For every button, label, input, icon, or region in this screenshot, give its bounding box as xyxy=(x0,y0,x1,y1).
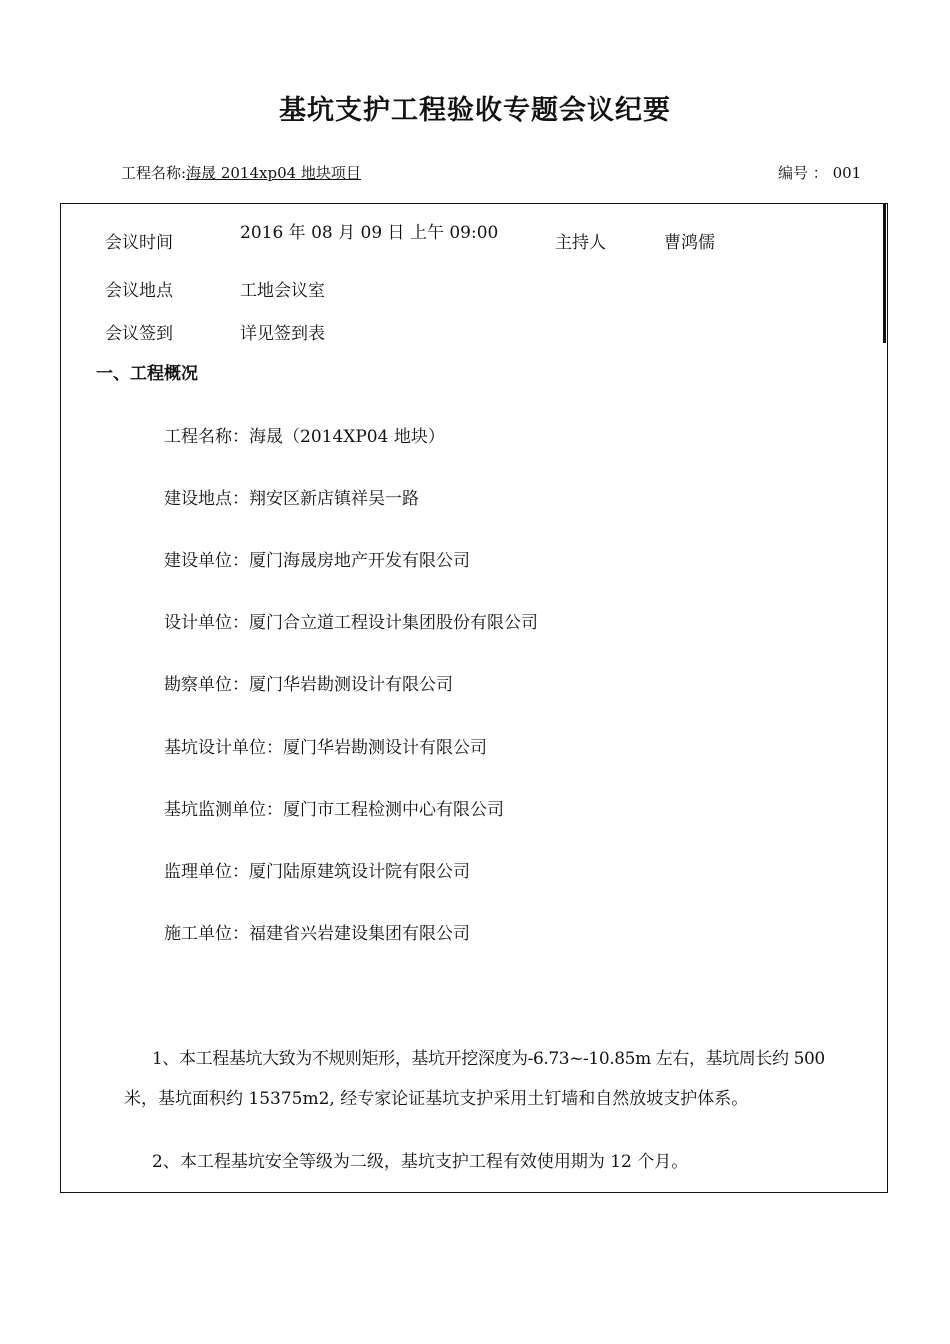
overview-item: 工程名称：海晟（2014XP04 地块） xyxy=(164,427,445,447)
overview-item: 基坑设计单位：厦门华岩勘测设计有限公司 xyxy=(164,738,487,758)
meeting-time-value: 2016 年 08 月 09 日 上午 09:00 xyxy=(240,223,499,243)
meeting-host-label: 主持人 xyxy=(555,233,606,253)
meeting-host-value: 曹鸿儒 xyxy=(664,233,715,253)
overview-item: 施工单位：福建省兴岩建设集团有限公司 xyxy=(164,924,470,944)
document-number-label: 编号 ： xyxy=(778,164,828,182)
document-number-value: 001 xyxy=(832,164,862,182)
overview-item: 勘察单位：厦门华岩勘测设计有限公司 xyxy=(164,675,453,695)
project-name-label: 工程名称: xyxy=(121,164,187,182)
overview-item: 建设地点：翔安区新店镇祥吴一路 xyxy=(164,489,419,509)
overview-item: 监理单位：厦门陆原建筑设计院有限公司 xyxy=(164,862,470,882)
meeting-signin-label: 会议签到 xyxy=(105,324,173,344)
project-name-value: 海晟 2014xp04 地块项目 xyxy=(186,164,361,182)
overview-item: 基坑监测单位：厦门市工程检测中心有限公司 xyxy=(164,800,504,820)
document-number xyxy=(778,162,861,183)
document-title: 基坑支护工程验收专题会议纪要 xyxy=(279,95,671,126)
section-heading-overview: 一、工程概况 xyxy=(96,364,198,384)
overview-paragraph-1-line-1: 1、本工程基坑大致为不规则矩形，基坑开挖深度为-6.73~-10.85m 左右，基坑周长约 500 xyxy=(152,1049,825,1069)
meeting-time-label: 会议时间 xyxy=(105,233,173,253)
overview-item: 建设单位：厦门海晟房地产开发有限公司 xyxy=(164,551,470,571)
project-name-line xyxy=(121,162,361,183)
meeting-place-value: 工地会议室 xyxy=(240,281,325,301)
overview-paragraph-1-line-2: 米，基坑面积约 15375m2, 经专家论证基坑支护采用土钉墙和自然放坡支护体系。 xyxy=(124,1089,749,1109)
frame-edge xyxy=(883,203,886,343)
meeting-place-label: 会议地点 xyxy=(105,281,173,301)
overview-item: 设计单位：厦门合立道工程设计集团股份有限公司 xyxy=(164,613,538,633)
overview-paragraph-2: 2、本工程基坑安全等级为二级，基坑支护工程有效使用期为 12 个月。 xyxy=(152,1152,689,1172)
meeting-signin-value: 详见签到表 xyxy=(240,324,325,344)
